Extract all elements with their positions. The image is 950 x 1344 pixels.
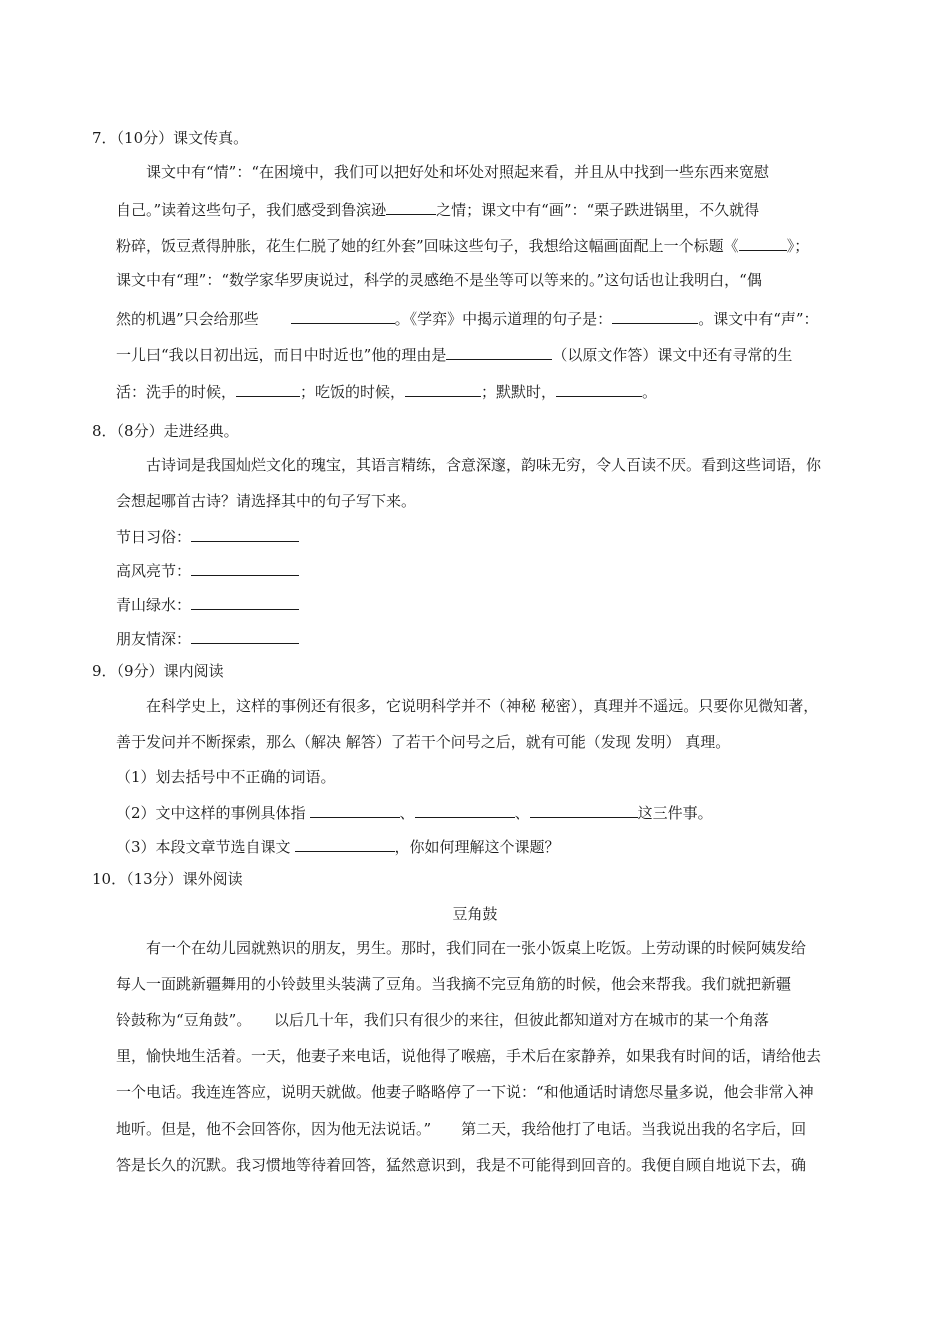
blank-example-1[interactable] — [310, 801, 400, 818]
reading-line-1: 有一个在幼儿园就熟识的朋友，男生。那时，我们同在一张小饭桌上吃饭。上劳动课的时候阿姨发给 — [146, 939, 807, 957]
blank-friendship-poem[interactable] — [191, 627, 299, 644]
q9-sub-3: （3）本段文章节选自课文 ，你如何理解这个课题？ — [116, 835, 560, 857]
reading-title: 豆角鼓 — [452, 905, 498, 923]
q8-item-integrity: 高风亮节： — [116, 559, 299, 581]
reading-line-2: 每人一面跳新疆舞用的小铃鼓里头装满了豆角。当我摘不完豆角筋的时候，他会来帮我。我们就把新疆 — [116, 975, 792, 993]
q7-header: 7．（10分）课文传真。 — [92, 129, 249, 147]
reading-line-4: 里，愉快地生活着。一天，他妻子来电话，说他得了喉癌，手术后在家静养，如果我有时间的话，请给他去 — [116, 1047, 822, 1065]
blank-silent[interactable] — [556, 380, 642, 397]
q7-line-3: 粉碎，饭豆煮得肿胀，花生仁脱了她的红外套”回味这些句子，我想给这幅画面配上一个标题《 》； — [116, 234, 809, 256]
blank-robinson-feeling[interactable] — [386, 198, 436, 215]
q9-sub-1: （1）划去括号中不正确的词语。 — [116, 768, 336, 786]
q7-line-4: 课文中有“理”：“数学家华罗庚说过，科学的灵感绝不是坐等可以等来的。”这句话也让我明白，“偶 — [116, 271, 762, 289]
q10-header: 10．（13分）课外阅读 — [92, 870, 243, 888]
reading-line-6: 地听。但是，他不会回答你，因为他无法说话。” 第二天，我给他打了电话。当我说出我的名字后，回 — [116, 1120, 807, 1138]
blank-example-3[interactable] — [530, 801, 638, 818]
blank-lesson-title[interactable] — [295, 835, 395, 852]
blank-washing-hands[interactable] — [236, 380, 300, 397]
q8-item-landscape: 青山绿水： — [116, 593, 299, 615]
blank-example-2[interactable] — [415, 801, 515, 818]
blank-picture-title[interactable] — [739, 234, 787, 251]
q8-header: 8．（8分）走进经典。 — [92, 422, 239, 440]
blank-landscape-poem[interactable] — [191, 593, 299, 610]
q7-line-1: 课文中有“情”：“在困境中，我们可以把好处和坏处对照起来看，并且从中找到一些东西来宽慰 — [146, 163, 770, 181]
reading-line-7: 答是长久的沉默。我习惯地等待着回答，猛然意识到，我是不可能得到回音的。我便自顾自地说下去，确 — [116, 1156, 807, 1174]
q9-line-1: 在科学史上，这样的事例还有很多，它说明科学并不（神秘 秘密），真理并不遥远。只要你见微知著， — [146, 697, 819, 715]
q8-line-2: 会想起哪首古诗？请选择其中的句子写下来。 — [116, 492, 417, 510]
q9-header: 9．（9分）课内阅读 — [92, 662, 224, 680]
q7-line-6: 一儿曰“我以日初出远，而日中时近也”他的理由是 （以原文作答）课文中还有寻常的生 — [116, 343, 792, 365]
blank-chance-prepared[interactable] — [291, 307, 395, 324]
q8-item-friendship: 朋友情深： — [116, 627, 299, 649]
q9-line-2: 善于发问并不断探索，那么（解决 解答）了若干个问号之后，就有可能（发现 发明） 真理。 — [116, 733, 731, 751]
blank-eating[interactable] — [405, 380, 481, 397]
blank-festival-poem[interactable] — [191, 525, 299, 542]
blank-child-reason[interactable] — [446, 343, 552, 360]
q7-line-2: 自己。”读着这些句子，我们感受到鲁滨逊 之情；课文中有“画”：“栗子跌进锅里，不久就得 — [116, 198, 759, 220]
q7-line-7: 活：洗手的时候， ；吃饭的时候， ；默默时， 。 — [116, 380, 657, 402]
q8-line-1: 古诗词是我国灿烂文化的瑰宝，其语言精练，含意深邃，韵味无穷，令人百读不厌。看到这些词语，你 — [146, 456, 822, 474]
reading-line-3: 铃鼓称为“豆角鼓”。 以后几十年，我们只有很少的来往，但彼此都知道对方在城市的某一个角落 — [116, 1011, 769, 1029]
q7-line-5: 然的机遇”只会给那些 。《学弈》中揭示道理的句子是： 。课文中有“声”： — [116, 307, 819, 329]
blank-integrity-poem[interactable] — [191, 559, 299, 576]
q8-item-festival: 节日习俗： — [116, 525, 299, 547]
q9-sub-2: （2）文中这样的事例具体指 、 、 这三件事。 — [116, 801, 713, 823]
reading-line-5: 一个电话。我连连答应，说明天就做。他妻子略略停了一下说：“和他通话时请您尽量多说，他会非常入神 — [116, 1083, 814, 1101]
blank-xueyi-sentence[interactable] — [612, 307, 698, 324]
